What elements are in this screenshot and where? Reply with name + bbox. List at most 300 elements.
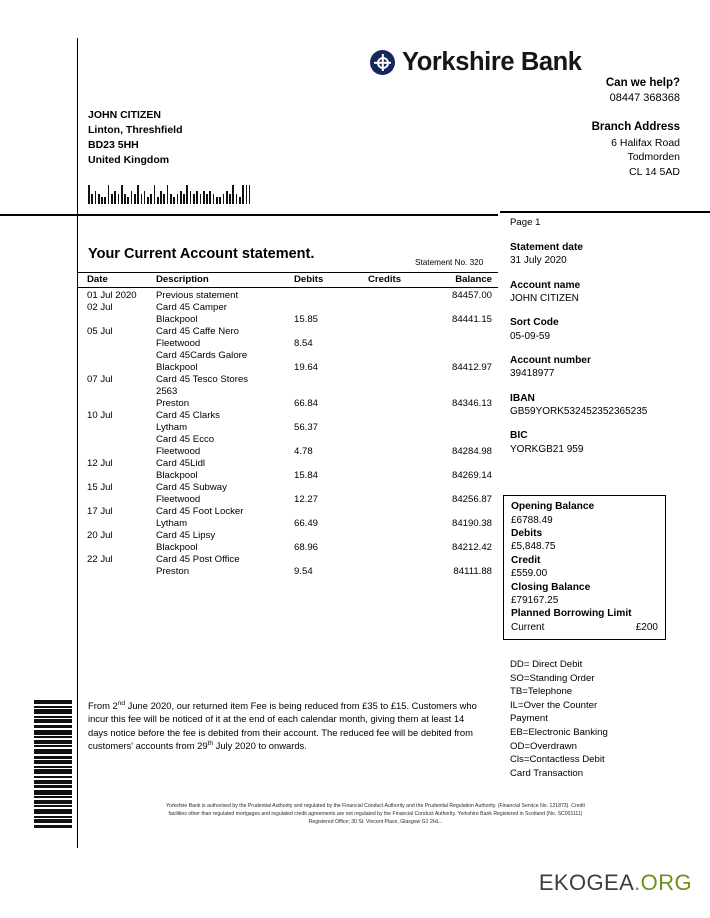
barcode-bar [114, 191, 116, 204]
cell-credits [366, 446, 428, 458]
branch-address-title: Branch Address [591, 121, 680, 133]
barcode-stripe [34, 776, 72, 778]
table-row [78, 338, 498, 350]
cell-credits [366, 398, 428, 410]
notice-part-1: From 2 [88, 700, 118, 712]
cell-date: 07 Jul [87, 373, 113, 385]
barcode-bar [141, 194, 143, 204]
cell-date [78, 470, 154, 482]
cell-credits [366, 374, 428, 386]
table-row [78, 518, 498, 530]
credit-total-value: £559.00 [511, 568, 548, 580]
barcode-bar [219, 197, 221, 204]
cell-description: Card 45 Tesco Stores [156, 373, 249, 385]
barcode-stripe [34, 780, 72, 784]
barcode-stripe [34, 825, 72, 828]
bic-label: BIC [510, 430, 528, 442]
barcode-stripe [34, 790, 72, 795]
barcode-bar [186, 185, 188, 204]
table-header-row [78, 272, 498, 288]
cell-debits [292, 434, 366, 446]
cell-description: Blackpool [156, 361, 198, 373]
barcode-bar [196, 191, 198, 204]
cell-credits [366, 554, 428, 566]
barcode-stripe [34, 796, 72, 798]
barcode-bar [242, 185, 244, 204]
opening-balance-value: £6788.49 [511, 514, 553, 526]
barcode-stripe [34, 736, 72, 738]
barcode-bar [190, 191, 192, 204]
cell-description: Lytham [156, 421, 188, 433]
cell-balance: 84256.87 [451, 494, 492, 506]
cell-credits [366, 566, 428, 578]
cell-balance [428, 302, 498, 314]
barcode-stripe [34, 816, 72, 818]
balance-summary-box [503, 495, 666, 640]
cell-balance [428, 350, 498, 362]
watermark-text-green: .ORG [634, 870, 692, 895]
cell-date [78, 446, 154, 458]
table-row [78, 470, 498, 482]
barcode-stripe [34, 800, 72, 804]
cell-description: Blackpool [156, 313, 198, 325]
barcode-stripe [34, 706, 72, 708]
legend-line: Cls=Contactless Debit [510, 754, 605, 766]
cell-description: Blackpool [156, 542, 198, 554]
cell-credits [366, 290, 428, 302]
cell-date [78, 362, 154, 374]
cell-description: Card 45 Foot Locker [156, 506, 244, 518]
bank-logo [370, 48, 582, 77]
barcode-bar [223, 194, 225, 204]
cell-debits [292, 350, 366, 362]
cell-balance: 84190.38 [451, 518, 492, 530]
bank-name: Yorkshire Bank [402, 48, 582, 76]
cell-credits [366, 542, 428, 554]
cell-description: Blackpool [156, 469, 198, 481]
barcode-bar [246, 185, 248, 204]
cell-balance: 84111.88 [453, 566, 492, 578]
cell-description: Previous statement [156, 289, 239, 301]
cell-debits [292, 506, 366, 518]
cell-description: Card 45 Caffe Nero [156, 325, 240, 337]
table-row [78, 554, 498, 566]
cell-balance [428, 338, 498, 350]
legend-line: TB=Telephone [510, 686, 573, 698]
abbreviation-legend [510, 658, 608, 780]
cell-debits: 15.85 [294, 313, 319, 325]
table-row [78, 410, 498, 422]
transactions-table [78, 272, 498, 578]
cell-description: Card 45 Lipsy [156, 530, 216, 542]
barcode-stripe [34, 766, 72, 768]
sort-code-value: 05-09-59 [510, 330, 551, 342]
cell-date: 17 Jul [87, 506, 113, 518]
cell-description: Card 45 Post Office [156, 554, 240, 566]
barcode-bar [236, 194, 238, 204]
cell-balance [428, 554, 498, 566]
cell-credits [366, 518, 428, 530]
table-row [78, 458, 498, 470]
account-name-label: Account name [510, 279, 581, 291]
cell-debits [292, 374, 366, 386]
cell-debits [292, 386, 366, 398]
table-row [78, 482, 498, 494]
cell-date: 05 Jul [87, 325, 113, 337]
table-row [78, 434, 498, 446]
debits-total-label: Debits [511, 527, 543, 539]
barcode-stripe [34, 700, 72, 704]
fineprint-line-3: Registered Office; 30 St. Vincent Place, Glasgow G1 2HL.. [308, 818, 443, 825]
borrowing-limit-row [511, 621, 658, 634]
cell-debits [292, 302, 366, 314]
barcode-bar [91, 194, 93, 204]
cell-description: Card 45 Ecco [156, 433, 215, 445]
barcode-bar [124, 194, 126, 204]
branch-address-block [592, 120, 680, 179]
cell-date [78, 350, 154, 362]
fee-notice-paragraph [88, 699, 480, 753]
cell-debits: 12.27 [294, 494, 319, 506]
table-row [78, 530, 498, 542]
table-row [78, 398, 498, 410]
customer-address-line1: Linton, Threshfield [88, 123, 183, 136]
notice-ordinal-1: nd [117, 700, 126, 707]
barcode-stripe [34, 809, 72, 814]
table-row [78, 326, 498, 338]
account-name-value: JOHN CITIZEN [510, 293, 579, 305]
cell-credits [366, 458, 428, 470]
cell-balance [428, 506, 498, 518]
cell-debits: 8.54 [294, 337, 313, 349]
barcode-bar [226, 191, 228, 204]
table-row [78, 446, 498, 458]
branch-address-line3: CL 14 5AD [629, 165, 680, 178]
cell-date [78, 434, 154, 446]
cell-debits: 15.84 [294, 469, 319, 481]
barcode-bar [183, 194, 185, 204]
legend-line: SO=Standing Order [510, 672, 595, 684]
barcode-bar [147, 197, 149, 204]
help-contact-block [606, 76, 680, 106]
header-divider-line [0, 214, 498, 216]
barcode-bar [137, 185, 139, 204]
table-row [78, 422, 498, 434]
cell-balance: 84269.14 [451, 469, 492, 481]
barcode-bar [232, 185, 234, 204]
barcode-bar [167, 185, 169, 204]
cell-credits [366, 482, 428, 494]
cell-debits: 56.37 [294, 421, 319, 433]
cell-description: Fleetwood [156, 337, 201, 349]
cell-debits [292, 482, 366, 494]
cell-balance [428, 530, 498, 542]
column-header-description: Description [156, 274, 209, 285]
barcode-bar [203, 191, 205, 204]
cell-debits: 66.84 [294, 397, 319, 409]
cell-credits [366, 410, 428, 422]
postal-barcode [88, 185, 250, 204]
barcode-stripe [34, 785, 72, 788]
barcode-bar [209, 191, 211, 204]
cell-date: 02 Jul [87, 301, 113, 313]
barcode-stripe [34, 730, 72, 735]
cell-credits [366, 362, 428, 374]
cell-credits [366, 338, 428, 350]
borrowing-limit-current-value: £200 [635, 622, 658, 633]
barcode-bar [95, 191, 97, 204]
table-row [78, 314, 498, 326]
cell-description: Card 45 Subway [156, 482, 227, 493]
barcode-bar [177, 194, 179, 204]
table-row [78, 374, 498, 386]
table-row [78, 494, 498, 506]
cell-date [78, 338, 154, 350]
notice-ordinal-2: th [207, 740, 214, 748]
barcode-stripe [34, 760, 72, 764]
table-row [78, 290, 498, 302]
cell-balance: 84441.15 [451, 313, 492, 325]
opening-balance-label: Opening Balance [511, 501, 595, 512]
cell-balance: 84457.00 [451, 289, 492, 301]
cell-date: 10 Jul [87, 409, 113, 421]
debits-total-value: £5,848.75 [511, 541, 556, 553]
table-row [78, 542, 498, 554]
closing-balance-value: £79167.25 [511, 595, 559, 607]
barcode-bar [249, 185, 251, 204]
customer-country: United Kingdom [88, 153, 170, 166]
cell-balance: 84346.13 [451, 397, 492, 409]
cell-description: Preston [156, 397, 190, 409]
barcode-stripe [34, 725, 72, 728]
cell-description: 2563 [156, 385, 178, 397]
statement-date-value: 31 July 2020 [510, 255, 567, 267]
barcode-bar [134, 194, 136, 204]
account-details-sidebar [510, 241, 700, 456]
barcode-stripe [34, 756, 72, 759]
cell-description: Card 45Cards Galore [156, 349, 248, 361]
credit-total-label: Credit [511, 554, 541, 566]
barcode-bar [239, 197, 241, 204]
cell-credits [366, 494, 428, 506]
closing-balance-label: Closing Balance [511, 581, 591, 593]
legend-line: Card Transaction [510, 767, 584, 779]
cell-balance [428, 434, 498, 446]
legend-line: DD= Direct Debit [510, 659, 583, 670]
barcode-stripe [34, 819, 72, 823]
barcode-stripe [34, 709, 72, 714]
branch-address-line2: Todmorden [627, 151, 680, 164]
barcode-bar [200, 194, 202, 204]
page-title: Your Current Account statement. [88, 246, 315, 262]
barcode-bar [157, 197, 159, 204]
cell-balance: 84284.98 [451, 445, 492, 457]
cell-balance [428, 482, 498, 494]
yorkshire-bank-rose-icon [370, 50, 395, 75]
cell-balance [428, 386, 498, 398]
cell-debits [292, 530, 366, 542]
cell-debits [292, 458, 366, 470]
account-number-label: Account number [510, 354, 591, 366]
barcode-stripe [34, 716, 72, 718]
cell-debits [292, 326, 366, 338]
cell-credits [366, 386, 428, 398]
barcode-bar [121, 185, 123, 204]
legend-line: Payment [510, 713, 548, 725]
barcode-stripe [34, 719, 72, 723]
cell-debits: 68.96 [294, 542, 319, 554]
vertical-barcode [34, 700, 72, 828]
branch-address-line1: 6 Halifax Road [611, 136, 680, 149]
cell-description: Lytham [156, 518, 188, 530]
cell-date [78, 542, 154, 554]
barcode-bar [173, 197, 175, 204]
table-row [78, 362, 498, 374]
cell-debits: 9.54 [294, 566, 313, 578]
barcode-bar [108, 185, 110, 204]
cell-credits [366, 302, 428, 314]
barcode-bar [154, 185, 156, 204]
barcode-bar [131, 191, 133, 204]
help-title: Can we help? [605, 77, 680, 89]
customer-name: JOHN CITIZEN [88, 109, 161, 121]
cell-date [78, 386, 154, 398]
cell-debits: 4.78 [294, 445, 313, 457]
statement-date-label: Statement date [510, 242, 584, 253]
ekogea-watermark [539, 870, 692, 896]
cell-credits [366, 422, 428, 434]
cell-date [78, 314, 154, 326]
fineprint-line-1: Yorkshire Bank is authorised by the Prudential Authority and regulated by the Financial Conduct Authority and the Prudential Regulation Authority. (Financial Service No. 121873). Credit [166, 803, 585, 809]
cell-date: 15 Jul [87, 482, 113, 493]
table-body [78, 288, 498, 579]
cell-balance [428, 410, 498, 422]
help-phone-number: 08447 368368 [609, 92, 680, 105]
cell-description: Fleetwood [156, 494, 201, 506]
cell-description: Fleetwood [156, 445, 201, 457]
cell-date [78, 398, 154, 410]
cell-credits [366, 506, 428, 518]
sidebar-divider-line [500, 211, 710, 213]
cell-date [78, 518, 154, 530]
barcode-bar [206, 194, 208, 204]
column-header-balance: Balance [455, 274, 492, 285]
cell-debits: 19.64 [294, 361, 319, 373]
cell-date: 12 Jul [87, 457, 113, 469]
barcode-bar [101, 197, 103, 204]
barcode-bar [170, 194, 172, 204]
cell-date: 20 Jul [87, 530, 113, 542]
cell-description: Preston [156, 566, 190, 578]
barcode-bar [111, 194, 113, 204]
cell-credits [366, 470, 428, 482]
table-row [78, 302, 498, 314]
barcode-bar [216, 197, 218, 204]
cell-debits [292, 290, 366, 302]
cell-date [78, 566, 154, 578]
barcode-stripe [34, 740, 72, 744]
barcode-bar [118, 194, 120, 204]
cell-credits [366, 530, 428, 542]
column-header-debits: Debits [294, 274, 324, 285]
cell-date [78, 494, 154, 506]
column-header-date: Date [87, 274, 108, 285]
cell-date [78, 422, 154, 434]
table-row [78, 386, 498, 398]
legend-line: IL=Over the Counter [510, 699, 598, 711]
table-row [78, 350, 498, 362]
notice-part-3: July 2020 to onwards. [213, 740, 307, 752]
statement-number: Statement No. 320 [415, 258, 484, 267]
cell-debits [292, 410, 366, 422]
cell-credits [366, 326, 428, 338]
logo-ring-shape [377, 57, 389, 69]
sort-code-label: Sort Code [510, 317, 559, 329]
barcode-bar [229, 194, 231, 204]
barcode-bar [150, 194, 152, 204]
barcode-bar [180, 191, 182, 204]
barcode-bar [163, 194, 165, 204]
barcode-bar [127, 197, 129, 204]
column-header-credits: Credits [368, 274, 402, 285]
barcode-stripe [34, 769, 72, 774]
cell-date: 22 Jul [87, 554, 113, 566]
cell-description: Card 45Lidl [156, 457, 206, 469]
cell-balance [428, 422, 498, 434]
cell-debits: 66.49 [294, 518, 319, 530]
cell-description: Card 45 Clarks [156, 409, 220, 421]
bic-value: YORKGB21 959 [510, 443, 584, 455]
cell-credits [366, 434, 428, 446]
customer-address-block [88, 108, 183, 168]
barcode-stripe [34, 749, 72, 754]
notice-part-2: June 2020, our returned item Fee is being reduced from £35 to £15. Customers who incur this fee will be noticed of it at the end of each calendar month, giving them at least 14 days notice before the fee is debited from their account. The reduced fee will be debited from customers' accounts from 29 [88, 700, 477, 752]
legend-line: OD=Overdrawn [510, 740, 577, 752]
table-row [78, 566, 498, 578]
borrowing-limit-label: Planned Borrowing Limit [511, 608, 632, 620]
barcode-bar [193, 194, 195, 204]
barcode-bar [88, 185, 90, 204]
cell-date: 01 Jul 2020 [87, 289, 137, 301]
page-number: Page 1 [510, 217, 541, 228]
cell-balance [428, 326, 498, 338]
cell-balance [428, 374, 498, 386]
fineprint-line-2: facilities other than regulated mortgages and regulated credit agreements are not regulated by the Financial Conduct Authority. Yorkshire Bank Registered in Scotland (No. SC001111) [168, 810, 583, 817]
barcode-bar [104, 197, 106, 204]
barcode-bar [213, 194, 215, 204]
iban-value: GB59YORK532452352365235 [510, 406, 648, 418]
cell-balance [428, 458, 498, 470]
table-row [78, 506, 498, 518]
iban-label: IBAN [510, 392, 535, 404]
watermark-text-dark: EKOGEA [538, 870, 635, 895]
customer-postcode: BD23 5HH [88, 138, 139, 151]
regulatory-fineprint [88, 803, 663, 826]
barcode-bar [160, 191, 162, 204]
cell-credits [366, 314, 428, 326]
barcode-bar [144, 191, 146, 204]
cell-credits [366, 350, 428, 362]
cell-debits [292, 554, 366, 566]
barcode-stripe [34, 805, 72, 807]
borrowing-limit-current-label: Current [511, 622, 545, 633]
cell-description: Card 45 Camper [156, 301, 227, 313]
barcode-stripe [34, 745, 72, 747]
barcode-bar [98, 194, 100, 204]
legend-line: EB=Electronic Banking [510, 727, 608, 739]
account-number-value: 39418977 [510, 368, 555, 380]
cell-balance: 84412.97 [451, 361, 492, 373]
